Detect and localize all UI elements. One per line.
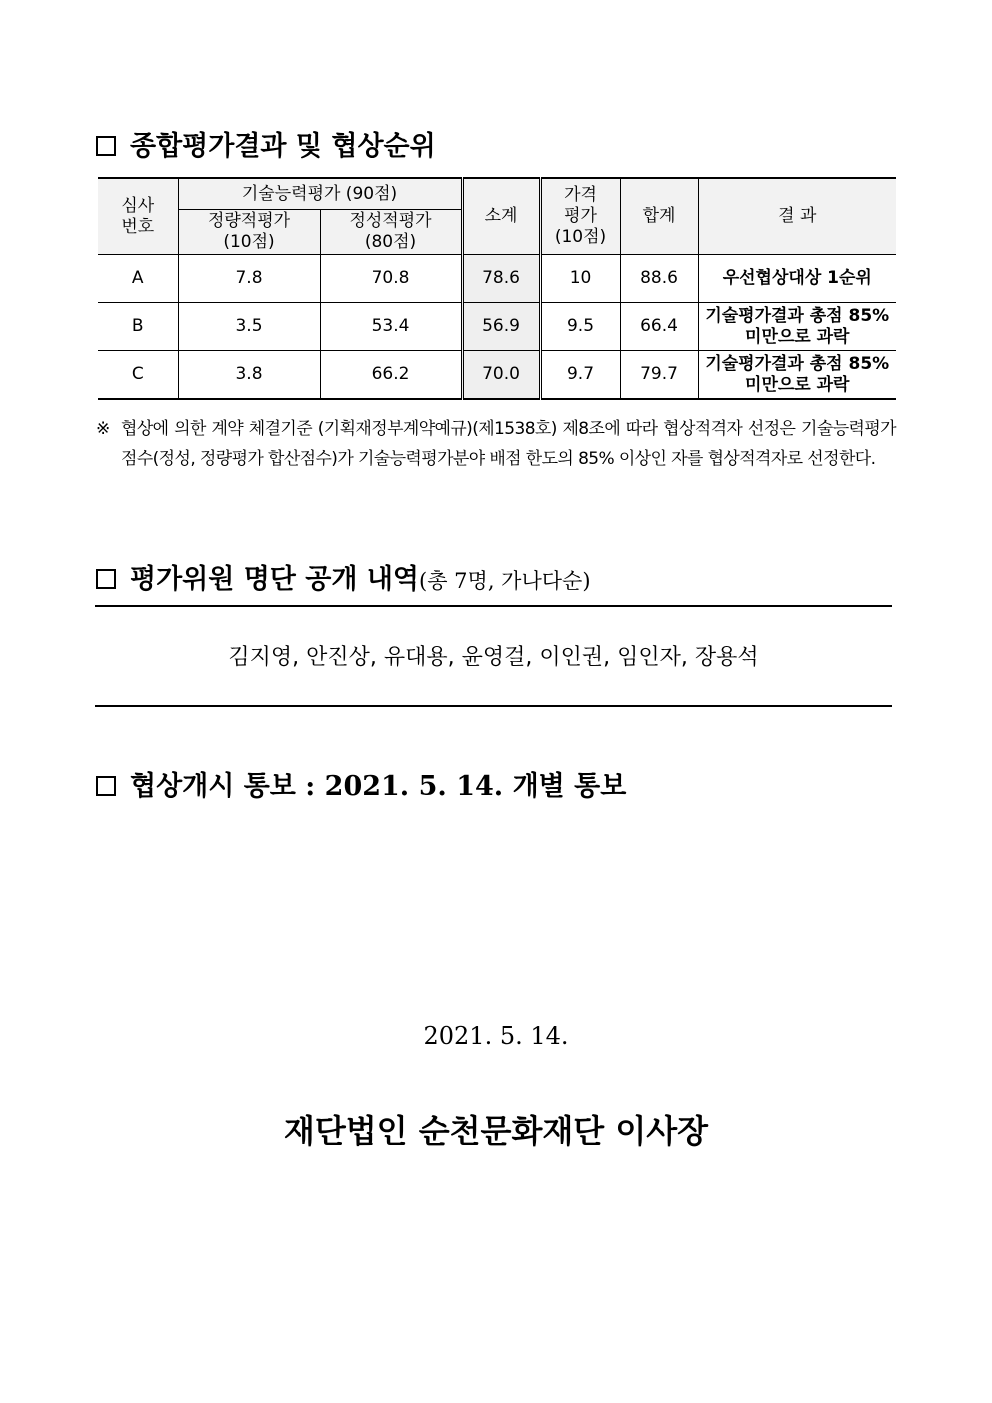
table-row: [98, 255, 896, 303]
footnote: [96, 414, 896, 474]
divider-top: [95, 605, 892, 607]
cell-quant: 7.8: [178, 255, 320, 303]
section-heading-evaluation: [96, 124, 436, 163]
cell-qual: 70.8: [320, 255, 462, 303]
cell-result: 우선협상대상 1순위: [698, 255, 896, 303]
header-subtotal: 소계: [462, 178, 540, 255]
cell-qual: 53.4: [320, 303, 462, 351]
header-tech: 기술능력평가 (90점): [178, 178, 462, 210]
section-subtitle: (총 7명, 가나다순): [419, 569, 591, 593]
cell-subtotal: 56.9: [462, 303, 540, 351]
section-heading-committee: [96, 557, 591, 596]
cell-result: 기술평가결과 총점 85% 미만으로 과락: [698, 351, 896, 400]
section-title: 종합평가결과 및 협상순위: [130, 131, 436, 162]
section-title: 협상개시 통보 : 2021. 5. 14. 개별 통보: [130, 771, 627, 802]
footnote-text: 협상에 의한 계약 체결기준 (기획재정부계약예규)(제1538호) 제8조에 따라 협상적격자 선정은 기술능력평가점수(정성, 정량평가 합산점수)가 기술능력평가분야 배점 한도의 85% 이상인 자를 협상적격자로 선정한다.: [121, 419, 896, 469]
cell-quant: 3.5: [178, 303, 320, 351]
document-date: 2021. 5. 14.: [423, 1022, 569, 1050]
committee-member-list: 김지영, 안진상, 유대용, 윤영걸, 이인권, 임인자, 장용석: [228, 645, 759, 670]
header-result: 결 과: [698, 178, 896, 255]
header-id: 심사 번호: [98, 178, 178, 255]
header-qual: 정성적평가 (80점): [320, 210, 462, 255]
cell-quant: 3.8: [178, 351, 320, 400]
cell-total: 88.6: [620, 255, 698, 303]
checkbox-square-icon: [96, 569, 116, 589]
table-row: [98, 303, 896, 351]
table-row: [98, 351, 896, 400]
divider-bottom: [95, 705, 892, 707]
section-title: 평가위원 명단 공개 내역: [130, 564, 420, 595]
checkbox-square-icon: [96, 136, 116, 156]
header-total: 합계: [620, 178, 698, 255]
checkbox-square-icon: [96, 776, 116, 796]
cell-price: 10: [540, 255, 620, 303]
cell-qual: 66.2: [320, 351, 462, 400]
cell-price: 9.7: [540, 351, 620, 400]
issuer-signature: 재단법인 순천문화재단 이사장: [283, 1112, 709, 1150]
evaluation-results-table: [98, 177, 896, 400]
cell-price: 9.5: [540, 303, 620, 351]
cell-total: 79.7: [620, 351, 698, 400]
section-heading-negotiation: [96, 764, 626, 803]
header-quant: 정량적평가 (10점): [178, 210, 320, 255]
header-price: 가격 평가 (10점): [540, 178, 620, 255]
reference-mark-icon: ※: [96, 419, 110, 439]
cell-result: 기술평가결과 총점 85% 미만으로 과락: [698, 303, 896, 351]
cell-subtotal: 78.6: [462, 255, 540, 303]
cell-id: A: [98, 255, 178, 303]
cell-subtotal: 70.0: [462, 351, 540, 400]
cell-total: 66.4: [620, 303, 698, 351]
cell-id: C: [98, 351, 178, 400]
cell-id: B: [98, 303, 178, 351]
